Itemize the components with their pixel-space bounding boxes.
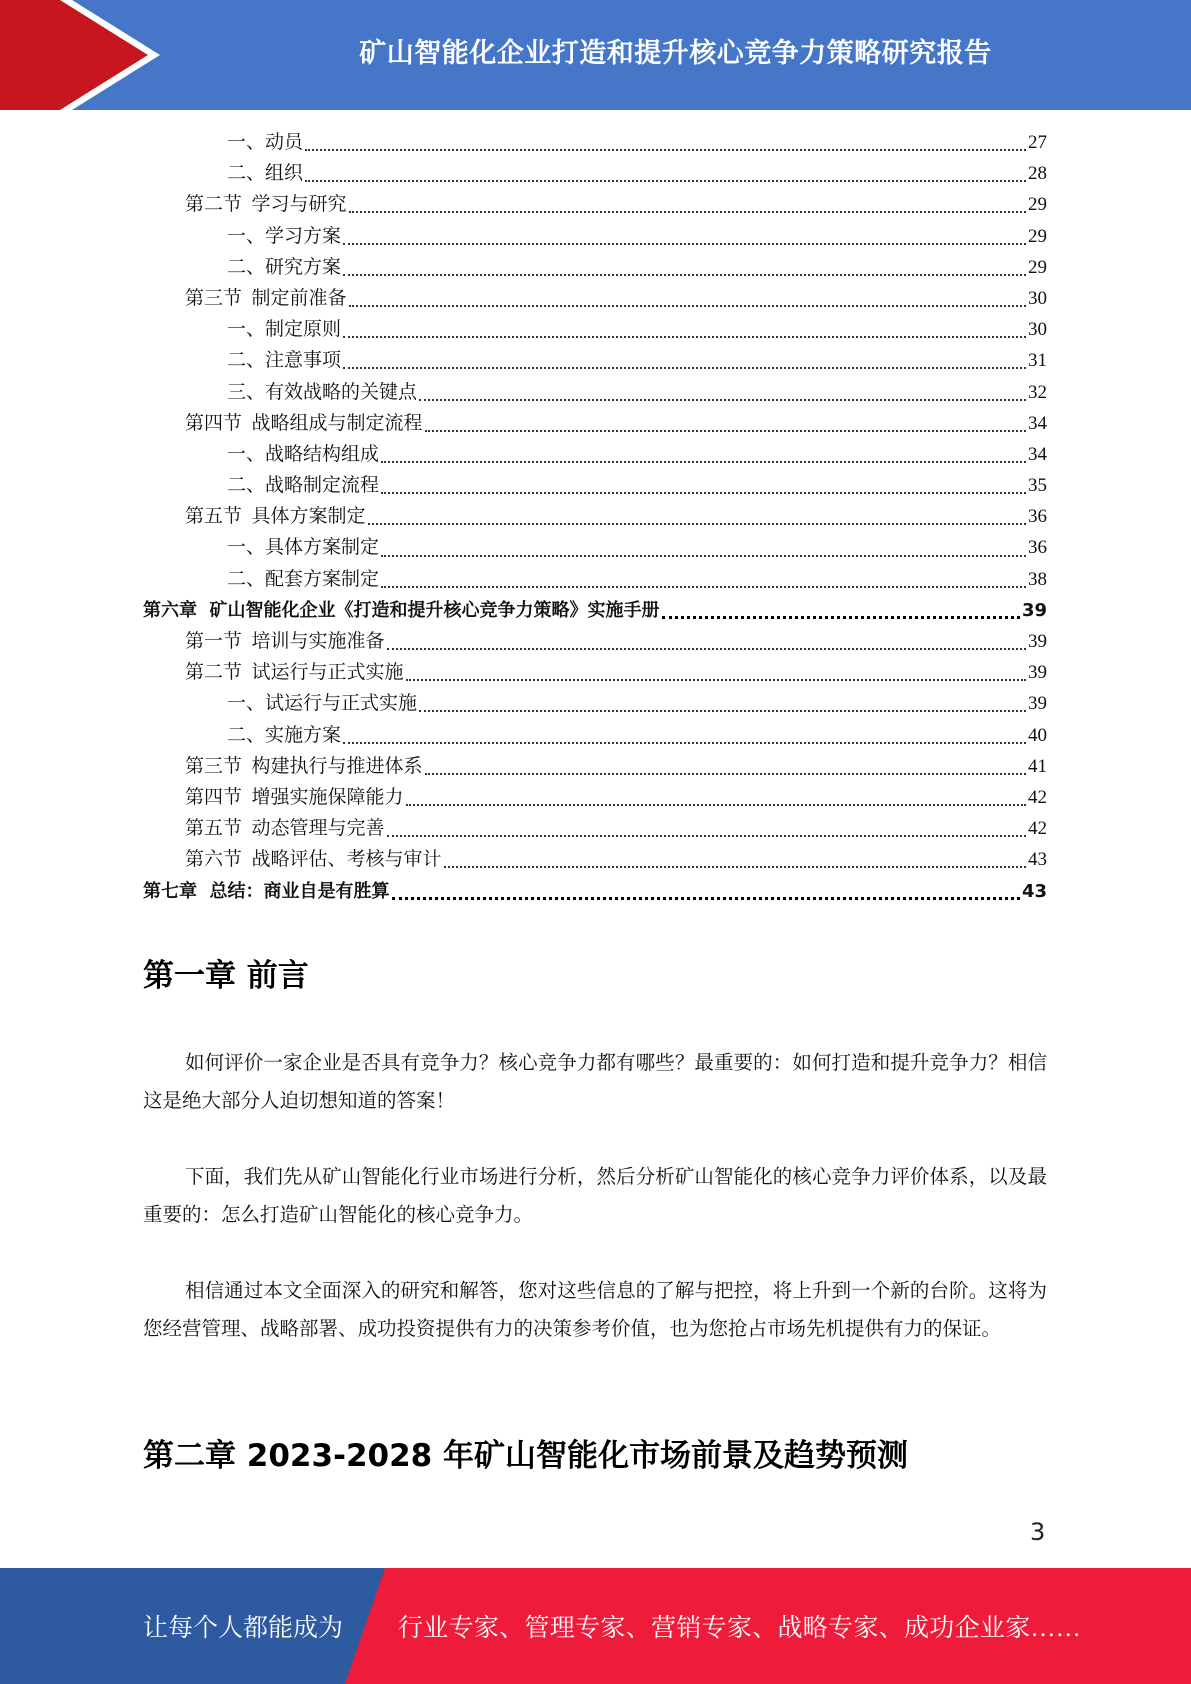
toc-entry-label: 第六章 矿山智能化企业《打造和提升核心竞争力策略》实施手册 [143, 599, 660, 621]
toc-entry[interactable] [143, 626, 1047, 657]
toc-entry-page: 30 [1028, 319, 1047, 341]
toc-entry-page: 31 [1028, 350, 1047, 372]
toc-entry-page: 29 [1028, 194, 1047, 216]
toc-entry-label: 第四节 战略组成与制定流程 [185, 412, 423, 434]
toc-entry-label: 第三节 制定前准备 [185, 287, 347, 309]
toc-entry-page: 28 [1028, 163, 1047, 185]
toc-entry-label: 一、试运行与正式实施 [227, 693, 418, 715]
toc-entry-page: 39 [1028, 693, 1047, 715]
toc-dot-leader [419, 398, 1026, 401]
toc-entry-page: 41 [1028, 755, 1047, 777]
intro-paragraph-1: 如何评价一家企业是否具有竞争力？核心竞争力都有哪些？最重要的：如何打造和提升竞争力？相信这是绝大部分人迫切想知道的答案！ [143, 1053, 1047, 1112]
toc-entry-label: 一、战略结构组成 [227, 443, 380, 465]
toc-entry[interactable] [143, 408, 1047, 439]
toc-dot-leader [381, 585, 1026, 588]
toc-dot-leader [444, 865, 1026, 868]
toc-entry-label: 一、具体方案制定 [227, 537, 380, 559]
toc-entry[interactable] [143, 782, 1047, 813]
toc-entry[interactable] [143, 501, 1047, 532]
toc-entry-label: 二、配套方案制定 [227, 568, 380, 590]
toc-entry-page: 34 [1028, 443, 1047, 465]
toc-entry[interactable] [143, 439, 1047, 470]
toc-entry-page: 30 [1028, 287, 1047, 309]
toc-entry[interactable] [143, 158, 1047, 189]
toc-entry-label: 第七章 总结：商业自是有胜算 [143, 880, 390, 902]
intro-paragraph-2: 下面，我们先从矿山智能化行业市场进行分析，然后分析矿山智能化的核心竞争力评价体系，以及最重要的：怎么打造矿山智能化的核心竞争力。 [143, 1167, 1047, 1226]
toc-entry-page: 35 [1028, 475, 1047, 497]
toc-dot-leader [381, 554, 1026, 557]
toc-entry[interactable] [143, 189, 1047, 220]
toc-entry-page: 40 [1028, 724, 1047, 746]
chapter-2-heading: 第二章 2023-2028 年矿山智能化市场前景及趋势预测 [143, 1438, 909, 1474]
toc-entry[interactable] [143, 314, 1047, 345]
toc-entry-page: 29 [1028, 256, 1047, 278]
toc-entry[interactable] [143, 252, 1047, 283]
report-title: 矿山智能化企业打造和提升核心竞争力策略研究报告 [359, 37, 992, 69]
toc-entry[interactable] [143, 377, 1047, 408]
toc-entry-label: 第四节 增强实施保障能力 [185, 786, 404, 808]
toc-entry-label: 第一节 培训与实施准备 [185, 631, 385, 652]
toc-entry-page: 39 [1028, 631, 1047, 652]
toc-dot-leader [343, 366, 1026, 369]
footer-slogan-right: 行业专家、管理专家、营销专家、战略专家、成功企业家…… [398, 1615, 1082, 1642]
toc-entry-page: 34 [1028, 412, 1047, 434]
toc-entry-label: 三、有效战略的关键点 [227, 381, 418, 403]
table-of-contents [143, 127, 1047, 907]
toc-entry-page: 39 [1028, 662, 1047, 684]
toc-entry-label: 二、实施方案 [227, 724, 342, 746]
toc-entry-page: 43 [1028, 849, 1047, 871]
toc-entry[interactable] [143, 657, 1047, 688]
toc-dot-leader [381, 491, 1026, 494]
toc-entry-page: 38 [1028, 568, 1047, 590]
intro-paragraph-3: 相信通过本文全面深入的研究和解答，您对这些信息的了解与把控，将上升到一个新的台阶。这将为您经营管理、战略部署、成功投资提供有力的决策参考价值，也为您抢占市场先机提供有力的保证。 [143, 1281, 1047, 1340]
toc-dot-leader [392, 896, 1020, 900]
toc-entry-label: 第二节 试运行与正式实施 [185, 662, 404, 684]
toc-entry-page: 32 [1028, 381, 1047, 403]
toc-dot-leader [425, 772, 1026, 775]
toc-dot-leader [406, 678, 1026, 681]
toc-entry-page: 43 [1021, 880, 1047, 902]
toc-dot-leader [368, 522, 1026, 525]
toc-entry-label: 第六节 战略评估、考核与审计 [185, 849, 442, 871]
toc-dot-leader [425, 429, 1026, 432]
toc-entry[interactable] [143, 876, 1047, 907]
chapter-1-heading: 第一章 前言 [143, 958, 309, 994]
toc-dot-leader [387, 834, 1026, 837]
toc-entry[interactable] [143, 564, 1047, 595]
toc-dot-leader [343, 273, 1026, 276]
toc-entry-page: 36 [1028, 506, 1047, 528]
toc-entry[interactable] [143, 688, 1047, 719]
toc-entry[interactable] [143, 751, 1047, 782]
page-header [0, 0, 1191, 110]
toc-dot-leader [662, 615, 1020, 619]
toc-entry[interactable] [143, 470, 1047, 501]
toc-entry-page: 29 [1028, 225, 1047, 247]
toc-entry-label: 二、组织 [227, 163, 304, 185]
toc-entry[interactable] [143, 532, 1047, 563]
toc-entry-page: 42 [1028, 818, 1047, 840]
toc-entry-page: 39 [1021, 599, 1047, 621]
toc-dot-leader [381, 460, 1026, 463]
toc-entry-label: 第五节 具体方案制定 [185, 506, 366, 528]
toc-entry-label: 二、战略制定流程 [227, 475, 380, 497]
toc-entry[interactable] [143, 345, 1047, 376]
toc-entry-label: 一、学习方案 [227, 225, 342, 247]
toc-entry-label: 二、研究方案 [227, 256, 342, 278]
page-footer [0, 1568, 1191, 1684]
footer-slogan-left: 让每个人都能成为 [143, 1615, 344, 1642]
toc-entry[interactable] [143, 813, 1047, 844]
toc-dot-leader [343, 335, 1026, 338]
toc-dot-leader [305, 148, 1026, 151]
toc-entry[interactable] [143, 595, 1047, 626]
toc-entry-page: 36 [1028, 537, 1047, 559]
toc-dot-leader [305, 179, 1026, 182]
toc-entry[interactable] [143, 127, 1047, 158]
toc-entry-label: 二、注意事项 [227, 350, 342, 372]
toc-entry[interactable] [143, 844, 1047, 875]
toc-entry[interactable] [143, 720, 1047, 751]
toc-dot-leader [343, 242, 1026, 245]
toc-dot-leader [406, 803, 1026, 806]
toc-entry-label: 一、制定原则 [227, 319, 342, 341]
toc-entry-label: 第二节 学习与研究 [185, 194, 347, 216]
toc-entry[interactable] [143, 283, 1047, 314]
toc-dot-leader [349, 210, 1026, 213]
toc-entry-label: 一、动员 [227, 132, 304, 153]
toc-entry-page: 42 [1028, 786, 1047, 808]
toc-dot-leader [387, 647, 1026, 650]
toc-entry[interactable] [143, 221, 1047, 252]
toc-dot-leader [349, 304, 1026, 307]
toc-entry-label: 第五节 动态管理与完善 [185, 818, 385, 840]
toc-dot-leader [343, 741, 1026, 744]
toc-entry-page: 27 [1028, 132, 1047, 153]
page-number: 3 [1030, 1518, 1046, 1546]
toc-entry-label: 第三节 构建执行与推进体系 [185, 755, 423, 777]
toc-dot-leader [419, 709, 1026, 712]
